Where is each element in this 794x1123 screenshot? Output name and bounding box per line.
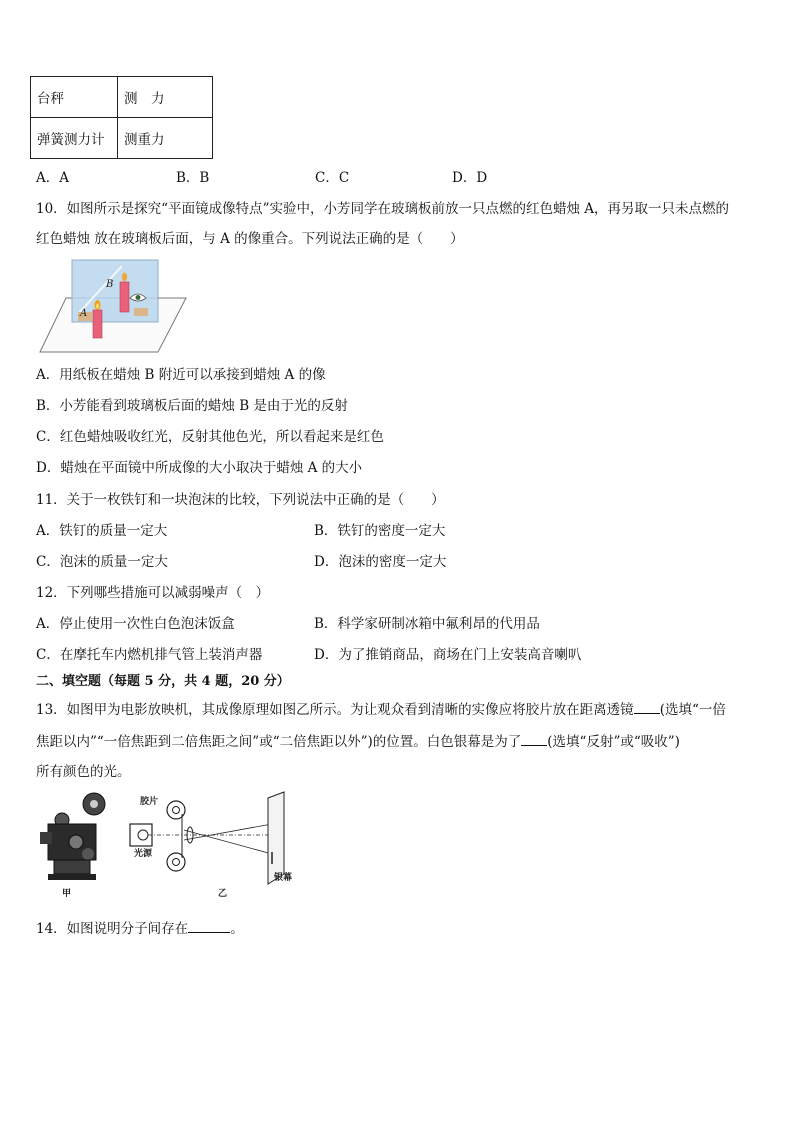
q9-option-a: A．A bbox=[36, 170, 69, 186]
label-yi: 乙 bbox=[218, 889, 228, 899]
q12-option-a: A．停止使用一次性白色泡沫饭盒 bbox=[36, 616, 235, 632]
q13-line2-text: 焦距以内”“一倍焦距到二倍焦距之间”或“二倍焦距以外”)的位置。白色银幕是为了 bbox=[36, 734, 522, 750]
label-a: A bbox=[80, 308, 88, 319]
projector-machine-image bbox=[40, 793, 105, 880]
q9-option-c: C．C bbox=[315, 170, 350, 186]
q11-option-b: B．铁钉的密度一定大 bbox=[314, 523, 446, 539]
table-cell: 测 力 bbox=[118, 77, 213, 118]
label-b: B bbox=[106, 279, 114, 290]
answer-blank bbox=[521, 731, 547, 746]
q14-stem-tail: 。 bbox=[230, 921, 244, 937]
q11-option-d: D．泡沫的密度一定大 bbox=[314, 554, 447, 570]
q10-option-c: C．红色蜡烛吸收红光，反射其他色光，所以看起来是红色 bbox=[36, 429, 384, 445]
label-light-source: 光源 bbox=[134, 849, 153, 859]
instrument-table bbox=[30, 76, 213, 159]
table-cell: 弹簧测力计 bbox=[31, 118, 118, 159]
q11-option-a: A．铁钉的质量一定大 bbox=[36, 523, 168, 539]
table-row bbox=[31, 77, 213, 118]
table-cell: 测重力 bbox=[118, 118, 213, 159]
q10-option-b: B．小芳能看到玻璃板后面的蜡烛 B 是由于光的反射 bbox=[36, 398, 348, 414]
label-jia: 甲 bbox=[62, 889, 72, 899]
table-cell: 台秤 bbox=[31, 77, 118, 118]
q13-line1-tail: (选填“一倍 bbox=[659, 702, 726, 718]
q12-stem: 12．下列哪些措施可以减弱噪声（ ） bbox=[36, 585, 270, 601]
q12-option-c: C．在摩托车内燃机排气管上装消声器 bbox=[36, 647, 263, 663]
q11-option-c: C．泡沫的质量一定大 bbox=[36, 554, 168, 570]
q13-line2-tail: (选填“反射”或“吸收”) bbox=[547, 734, 680, 750]
q10-option-d: D．蜡烛在平面镜中所成像的大小取决于蜡烛 A 的大小 bbox=[36, 460, 363, 476]
label-film: 胶片 bbox=[140, 797, 159, 807]
q12-option-d: D．为了推销商品，商场在门上安装高音喇叭 bbox=[314, 647, 582, 663]
q13-line2 bbox=[36, 731, 680, 751]
answer-blank bbox=[188, 918, 230, 933]
q14-stem bbox=[36, 918, 244, 938]
q10-option-a: A．用纸板在蜡烛 B 附近可以承接到蜡烛 A 的像 bbox=[36, 367, 326, 383]
q9-option-b: B．B bbox=[176, 170, 210, 186]
mirror-experiment-figure bbox=[38, 258, 188, 356]
q12-option-b: B．科学家研制冰箱中氟利昂的代用品 bbox=[314, 616, 540, 632]
answer-blank bbox=[634, 699, 660, 714]
q9-option-d: D．D bbox=[452, 170, 488, 186]
q10-stem-line1: 10．如图所示是探究“平面镜成像特点”实验中，小芳同学在玻璃板前放一只点燃的红色蜡烛 A，再另取一只未点燃的 bbox=[36, 201, 730, 217]
section-heading: 二、填空题（每题 5 分，共 4 题，20 分） bbox=[36, 674, 290, 689]
q13-line3: 所有颜色的光。 bbox=[36, 764, 131, 780]
q13-line1 bbox=[36, 699, 726, 719]
table-row bbox=[31, 118, 213, 159]
q10-stem-line2: 红色蜡烛 放在玻璃板后面，与 A 的像重合。下列说法正确的是（ ） bbox=[36, 231, 464, 247]
projector-figure bbox=[38, 790, 300, 906]
q14-stem-text: 14．如图说明分子间存在 bbox=[36, 921, 189, 937]
q13-line1-text: 13．如图甲为电影放映机，其成像原理如图乙所示。为让观众看到清晰的实像应将胶片放在距离透镜 bbox=[36, 702, 634, 718]
q11-stem: 11．关于一枚铁钉和一块泡沫的比较，下列说法中正确的是（ ） bbox=[36, 492, 445, 508]
label-screen: 银幕 bbox=[274, 873, 293, 883]
